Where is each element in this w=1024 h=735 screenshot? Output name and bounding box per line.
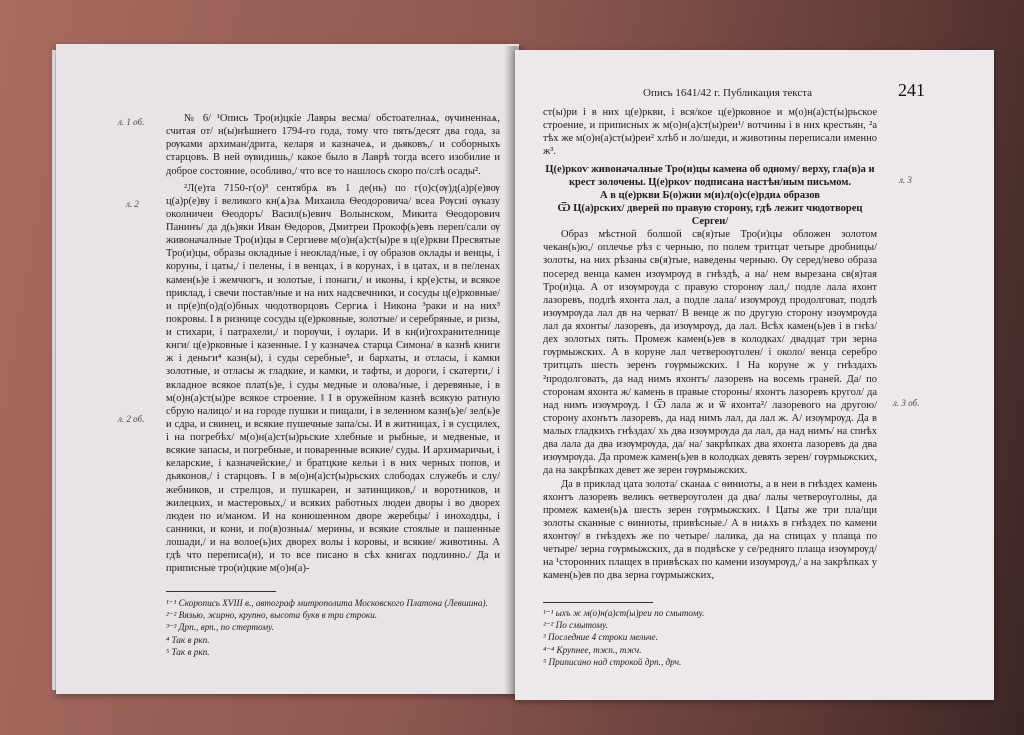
footnote: ⁵ Так в ркп. [166,646,210,657]
section-heading-images: А в ц(е)ркви Б(о)жии м(и)л(о)с(е)рдиѧ образов [600,189,820,201]
right-paragraph-2: Образ мѣстной болшой св(я)тые Тро(и)цы обложен золотом чекан(ь)ю,/ оплечье рѣз с черныю, по полем тритцат четыре дробницы/ золоты, на них рѣзаны св(я)тые, наведены черныю. Ѹ серед/нево образа посеред венца камен изѹмрѹд в гнѣздѣ, а на/ нем вырезана св(я)тая Тро(и)ца. А от изѹмрѹда с правую сторонѹ лал,/ подле лала яхонт лазоревъ, подлѣ яхонта лал, а подле лала/ изѹмрѹд продолговат, подлѣ изѹмрѹда лал дв на черват/ В венце ж по другую сторону изѹмрѹда лал да яхонты/ лазоревъ, да изѹмрѹд, да лал. Всѣх камен(ь)ев і в гнѣз/дех золотых пять. Промеж камен(ь)ев в колодках/ двадцат три зерна гѹрмыжских. А в коруне лал четвероѹголен/ і около/ венца серебро тритцать шесть зеренъ гѹрмыжских. ‖ На коруне ж у гнѣздахъ ²продолговать, да над нимъ яхонтъ/ лазоревъ на восемь граней. Да/ по сторонам яхонта ж/ камень в правые стороны/ яхонтъ лазоревъ кругол/ да над нимъ изѹмрѹд. ‖ Ѿ лала ж и ѿ яхонта²/ лазоревого на другою/ сторону ахонътъ лазоревъ, да над нимъ лал, да лал ж. А/ изѹмрѹд. Да в малых гладкихъ гнѣздах/ хь два изѹмрѹда да лал, да над нимъ/ на спнѣх два лала да два изѹмрѹда, да/ на/ закрѣпках два яхонта лазоревъ да два изѹмрѹда. Да промеж камен(ь)ев в колодках девять зерен/ гѹрмыжских, да на закрѣпках девет же зерен гѹрмыжских. [543,229,877,477]
left-footnotes [166,597,500,658]
right-paragraph-3: Да в приклад цата золота/ сканаѧ с ѳиниоты, а в неи в гнѣздех камень яхонтъ лазоревъ великъ ѳетвероуголен да два/ лалы четвероуголны, да промеж камен(ь)ѧ шесть зерен гѹрмыжских. ‖ Цаты же три пла/щи золоты сканные с ѳиниоты, привѣсные./ А в ниѧхъ в гнѣздех по камени яхонтѹ/ в гнѣздехъ же по четыре/ лалика, да на спицах у плаща по четыре/ зерна гѹрмыжских, да в подвѣске у се/редняго плаща изѹмрѹд/ на ¹сторонних плащех в привѣсках по камени изѹмрѹд,/ а на закрѣпках у камен(ь)ев по два зерна гѹрмыжских, [543,478,877,582]
left-paragraph-1: № 6/ ¹Опись Тро(и)цкіе Лавры весма/ обстоателнаѧ, ѹчиненнаѧ, считая от/ н(ы)нѣшнего 1794-го года, тому что пять/десят два года, за рѹками архиман/дрита, келаря и казначеѧ, и дьяковъ,/ и соборныхъ старцовъ. В ней ѹвидишь,/ какое было в Лаврѣ тогда всего изобилие и доброе состояние, особливо,/ что все то нашлось скоро по/слѣ осады². [166,113,500,177]
page-number: 241 [898,80,925,100]
footnote: ³⁻³ Дрп., врп., по стертому. [166,622,274,633]
footnote: ²⁻² По смытому. [543,620,608,631]
footnote: ¹⁻¹ ыхъ ж м(о)н(а)ст(ы)реи по смытому. [543,608,705,618]
margin-note-l2ob: л. 2 об. [118,414,145,424]
left-paragraph-2: ²Л(е)та 7150-г(о)³ сентябрѧ въ 1 де(нь) по г(о)с(ѹ)д(а)р(е)вѹ ц(а)р(е)ву і великого кн(ѧ)зѧ Михаила Ѳеодоровича/ всеа Рѹсиі ѹказу околничеи Ѳеодоръ/ Васил(ь)евич Волынском, Микита Ѳеодорович Панинъ/ да д(ь)яки Иван Ѳедоров, Дмитреи Прокоф(ь)евъ переп/сали ѹ живоначалные Тро(и)цы в Сергиеве м(о)н(а)ст(ы)ре в ц(е)ркви Пресвятые Тро(и)цы, образы окладные і неоклад/ные, і ѹ образов оклады и венцы, і коруны, і цаты,/ і пелены, і в венцах, і в корунах, і в цатах, и в пе/ленах камен(ь)е і жемчюгъ, и золотые, і понаги,/ и иконы, і кр(е)сты, и всякое приклад, і свечи постав/ные и на них надсвечники, и сосуды ц(е)рковные/ и пр(е)п(о)д(о)бных чюдотворцовъ Сергиѧ і Никона ³раки и на них³ покровы. І в ризнице сосуды ц(е)рковные, золотые/ и серебряные, и ризы, и стихари, і патрахели,/ и порѹчи, і ѹлари. И в кн(и)гохранителнице кнги/ ц(е)рковные і казенные. І у казначеѧ старца Симона/ в казнѣ книги ж і деньги⁴ казн(ы), і суды серебные⁵, и бархаты, и отласы, і камки золотные, и отласы ж гладкие, и камки, и тафты, и дороги, і скатерти,/ і вкладное всякое плат(ь)е, і суды медные и олова/ные, і деревяные, і в м(о)н(а)ст(ы)ре всякое строение. ‖ І в оружейном казнѣ всякую ратную сбрую налицо/ и на городе пушки и пищали, і в зеленном казн(ь)е/ зел(ь)е и сдра, и свинец, и всякие пушечные запа/сы. И в житницах, і в сусцилех, і на погребѣх/ м(о)н(а)ст(ы)рьские хлебные и рыбные, и медвеные, и всякие запасы, и погребные, и поваренные всякие/ суды. И архимаричьи, і келарские, і казначейские,/ и братцкие кельи і в них черных попов, и дьяконов,/ і старцовъ. І в м(о)н(а)ст(ы)рьских слободах служебъ и слу/жебников, и стрелцов, и пушкареи, и затинщиков,/ и воротников, и жилецких, и мастеровых,/ и всяких работных людеи дворы і во дворех людеи по и/маном. И на конюшенном дворе жеребцы/ і иноходцы, і санники, и кони, и по(в)озныѧ/ мерины, и всякие стоялые и пашенные лошади,/ и на волое(ь)их дворех волы і коровы, и всякие/ животины. А гдѣ что переписа(н), и то все писано в сѣх книгах подлинно./ Да и приписные тро(и)цкие м(о)н(а)- [166,182,500,575]
margin-note-l1ob: л. 1 об. [118,117,145,127]
right-text-column [543,106,877,583]
right-paragraph-1: ст(ы)ри і в них ц(е)ркви, і вся/кое ц(е)рковное и м(о)н(а)ст(ы)рьское строение, и приписных ж м(о)н(а)ст(ы)реи¹/ вотчины і в них крестьян, ²а тѣх же м(о)н(а)ст(ы)реи² хлѣб и ло/шеди, и животины переписали именно ж³. [543,107,877,158]
left-page [56,44,519,694]
margin-note-l3: л. 3 [899,175,912,185]
footnote: ⁴ Так в ркп. [166,634,210,645]
right-page [515,50,994,700]
footnote: ¹⁻¹ Скоропись XVIII в., автограф митрополита Московского Платона (Левшина). [166,598,488,608]
open-book [52,40,1002,702]
footnote-rule [543,602,653,603]
margin-note-l3ob: л. 3 об. [893,398,920,408]
footnote: ²⁻² Вязью, жирно, крупно, высота букв в три строки. [166,610,378,621]
right-footnotes [543,607,877,668]
section-heading-church: Ц(е)ркоѵ живоначалные Тро(и)цы камена об одному/ верху, гла(в)а и крест золочены. Ц(е)ркоѵ подписана настѣн/ным письмом. [545,163,875,188]
margin-note-l2: л. 2 [126,199,139,209]
footnote: ⁴⁻⁴ Крупнее, тжп., тжч. [543,644,642,655]
left-text-column [166,112,500,575]
running-head: Опись 1641/42 г. Публикация текста [643,87,813,99]
footnote: ⁵ Приписано над строкой дрп., дрч. [543,656,682,667]
section-heading-royal-doors: Ѿ Ц(а)рских/ дверей по правую сторону, гдѣ лежит чюдотворец Сергеи/ [557,202,863,227]
footnote: ³ Последние 4 строки мельче. [543,632,658,643]
footnote-rule [166,591,276,592]
